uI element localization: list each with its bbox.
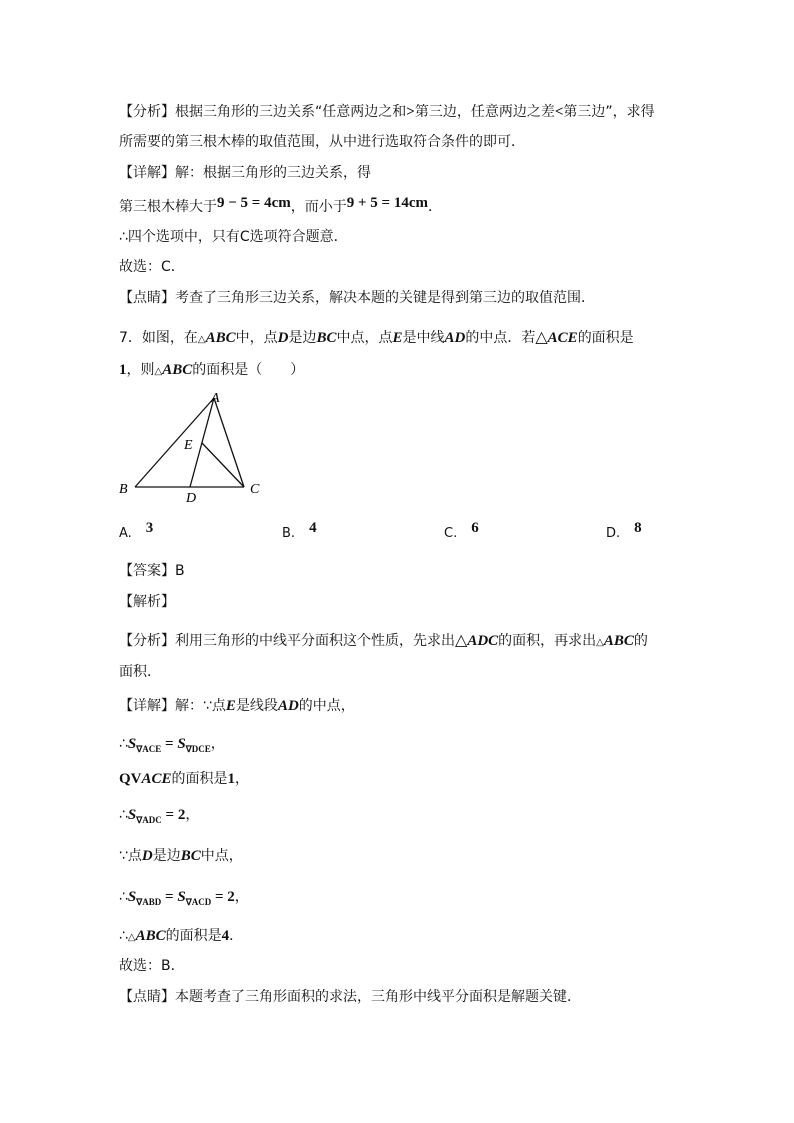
question-7-line-1 <box>119 327 634 350</box>
explain-heading: 【解析】 <box>119 594 175 610</box>
vertex-label-d: D <box>186 491 197 503</box>
option-label: C. <box>444 526 458 541</box>
math-one: 1 <box>227 771 236 787</box>
q-text: 中点，点 <box>336 330 393 346</box>
d-text: 的中点， <box>298 698 355 714</box>
triangle-figure <box>110 388 270 503</box>
stick-text: 第三根木棒大于 <box>119 199 217 215</box>
option-value: 3 <box>145 520 154 536</box>
therefore-symbol: ∴ <box>119 889 128 905</box>
triangle-symbol: △ <box>596 637 604 648</box>
math-qv: QV <box>119 771 142 787</box>
math-e: E <box>225 698 236 714</box>
comma: ， <box>235 771 250 787</box>
triangle-symbol: △ <box>535 327 548 346</box>
text: 的面积是 <box>165 928 222 944</box>
vertex-label-e: E <box>184 438 193 453</box>
math-ad: AD <box>277 698 299 714</box>
q-text: 的中点．若 <box>465 330 536 346</box>
comment2-line: 【点睛】本题考查了三角形面积的求法，三角形中线平分面积是解题关键． <box>119 989 581 1005</box>
math-adc: ADC <box>467 633 499 649</box>
option-c[interactable] <box>444 520 479 542</box>
triangle-symbol: △ <box>154 366 163 377</box>
comma: ， <box>234 889 249 905</box>
answer-line: 【答案】B <box>119 563 185 579</box>
text: ∵点 <box>119 848 142 864</box>
q-text: 的面积是（ ） <box>192 362 305 378</box>
math-ace: ACE <box>141 771 172 787</box>
subscript: ∇ADC <box>136 815 162 825</box>
subscript: ∇DCE <box>185 744 211 754</box>
therefore-symbol: ∴ <box>119 807 128 823</box>
greater-than-symbol: > <box>406 104 415 120</box>
math-s: S <box>177 889 186 905</box>
subscript: ∇ABD <box>136 897 162 907</box>
analysis-text: 【分析】根据三角形的三边关系“任意两边之和 <box>119 104 407 120</box>
q-text: ，则 <box>126 362 155 378</box>
math-d: D <box>277 330 289 346</box>
vertex-label-a: A <box>211 391 220 406</box>
math-d: D <box>141 848 153 864</box>
eq-line-2 <box>119 769 249 789</box>
eq-line-3 <box>119 805 199 830</box>
math-s: S <box>127 889 137 905</box>
therefore-symbol: ∴ <box>119 928 128 944</box>
comment-line: 【点睛】考查了三角形三边关系，解决本题的关键是得到第三边的取值范围． <box>119 290 595 306</box>
math-s: S <box>177 736 186 752</box>
eq-line-4 <box>119 846 243 866</box>
subscript: ∇ACE <box>136 744 162 754</box>
triangle-symbol: △ <box>197 334 206 345</box>
comma: ， <box>185 807 200 823</box>
option-value: 6 <box>471 520 479 536</box>
triangle-symbol: △ <box>127 932 136 943</box>
q-text: 是边 <box>288 330 317 346</box>
vertex-label-b: B <box>119 482 128 497</box>
expression-upper: 9 + 5 = 14cm <box>346 195 428 211</box>
math-ace: ACE <box>547 330 578 346</box>
math-ad: AD <box>444 330 466 346</box>
math-abc: ABC <box>603 633 634 649</box>
vertex-label-c: C <box>250 482 260 497</box>
eq-line-5 <box>119 887 249 912</box>
math-abc: ABC <box>135 928 166 944</box>
text: 的面积是 <box>171 771 228 787</box>
choose2-line: 故选：B． <box>119 958 185 974</box>
math-bc: BC <box>180 848 201 864</box>
analysis-line-2: 所需要的第三根木棒的取值范围，从中进行选取符合条件的即可． <box>119 134 525 150</box>
math-s: S <box>127 736 137 752</box>
analysis-text: 第三边，任意两边之差 <box>414 104 555 120</box>
triangle-symbol: △ <box>455 630 468 649</box>
analysis2-line-1 <box>119 630 648 653</box>
equals-two: = 2 <box>211 889 235 905</box>
stick-text: ，而小于 <box>290 199 347 215</box>
option-b[interactable] <box>282 520 317 542</box>
d-text: 【详解】解：∵点 <box>119 698 226 714</box>
text: 中点， <box>200 848 243 864</box>
stick-range-line <box>119 197 442 217</box>
equals: = <box>161 736 178 752</box>
option-value: 4 <box>309 520 317 536</box>
equals-two: = 2 <box>161 807 186 823</box>
choose-line: 故选：C． <box>119 259 185 275</box>
q-text: 的面积是 <box>577 330 634 346</box>
d-text: 是线段 <box>235 698 278 714</box>
therefore-line: ∴四个选项中，只有C选项符合题意． <box>119 229 348 245</box>
option-label: D. <box>606 526 621 541</box>
analysis-text: 第三边”，求得 <box>563 104 655 120</box>
eq-line-1 <box>119 734 225 759</box>
math-e: E <box>392 330 403 346</box>
subscript: ∇ACD <box>185 897 212 907</box>
option-label: B. <box>282 526 296 541</box>
a-text: 的 <box>633 633 648 649</box>
a-text: 的面积，再求出 <box>498 633 597 649</box>
detail2-line <box>119 696 355 716</box>
math-bc: BC <box>316 330 337 346</box>
question-7-line-2 <box>119 360 304 382</box>
analysis2-line-2: 面积． <box>119 664 161 680</box>
math-four: 4 <box>221 928 230 944</box>
less-than-symbol: < <box>554 104 564 120</box>
q-text: 是中线 <box>402 330 445 346</box>
option-d[interactable] <box>606 520 642 542</box>
period: ． <box>229 928 244 944</box>
eq-line-6 <box>119 926 243 948</box>
detail-line: 【详解】解：根据三角形的三边关系，得 <box>119 165 371 181</box>
math-abc: ABC <box>205 330 236 346</box>
option-label: A. <box>119 526 132 541</box>
math-one: 1 <box>119 362 127 378</box>
q-text: 7．如图，在 <box>119 330 198 346</box>
equals: = <box>161 889 178 905</box>
a-text: 【分析】利用三角形的中线平分面积这个性质，先求出 <box>119 633 455 649</box>
therefore-symbol: ∴ <box>119 736 128 752</box>
analysis-line-1 <box>119 102 655 122</box>
comma: ， <box>210 736 225 752</box>
q-text: 中，点 <box>235 330 278 346</box>
math-abc: ABC <box>162 362 193 378</box>
expression-lower: 9 − 5 = 4cm <box>217 195 291 211</box>
text: 是边 <box>152 848 181 864</box>
option-value: 8 <box>634 520 642 536</box>
math-s: S <box>127 807 137 823</box>
option-a[interactable] <box>119 520 154 542</box>
stick-text: ． <box>428 199 442 215</box>
